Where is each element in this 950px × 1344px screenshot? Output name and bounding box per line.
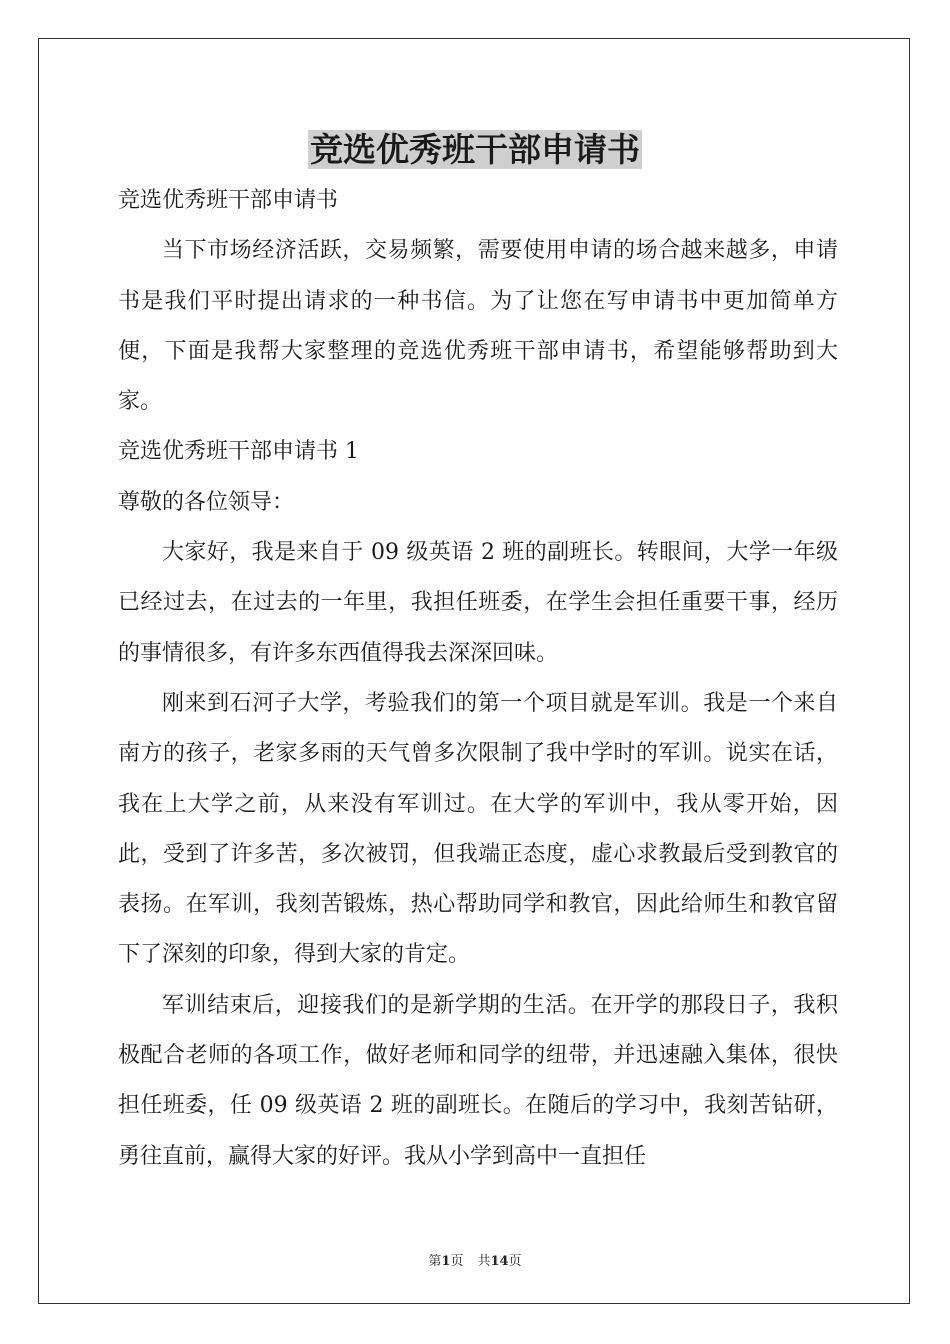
total-prefix: 共 <box>477 1254 491 1269</box>
page-suffix: 页 <box>450 1254 464 1269</box>
page-footer <box>0 1250 950 1269</box>
page-number: 1 <box>441 1254 451 1269</box>
section-heading: 竞选优秀班干部申请书 1 <box>118 439 359 465</box>
page-prefix: 第 <box>428 1254 442 1269</box>
document-title-text: 竞选优秀班干部申请书 <box>310 130 640 169</box>
salutation-paragraph: 尊敬的各位领导： <box>118 489 295 515</box>
body-paragraph: 刚来到石河子大学，考验我们的第一个项目就是军训。我是一个来自南方的孩子，老家多雨的天气曾多次限制了我中学时的军训。说实在话，我在上大学之前，从来没有军训过。在大学的军训中，我从零开始，因此，受到了许多苦，多次被罚，但我端正态度，虚心求教最后受到教官的表扬。在军训，我刻苦锻炼，热心帮助同学和教官，因此给师生和教官留下了深刻的印象，得到大家的肯定。 <box>118 690 838 968</box>
intro-paragraph: 当下市场经济活跃，交易频繁，需要使用申请的场合越来越多，申请书是我们平时提出请求的一种书信。为了让您在写申请书中更加简单方便，下面是我帮大家整理的竞选优秀班干部申请书，希望能够帮助到大家。 <box>118 238 838 415</box>
body-paragraph: 大家好，我是来自于 09 级英语 2 班的副班长。转眼间，大学一年级已经过去，在过去的一年里，我担任班委，在学生会担任重要干事，经历的事情很多，有许多东西值得我去深深回味。 <box>118 540 838 666</box>
total-pages: 14 <box>490 1254 509 1269</box>
document-title <box>0 126 950 174</box>
body-paragraph: 军训结束后，迎接我们的是新学期的生活。在开学的那段日子，我积极配合老师的各项工作，做好老师和同学的纽带，并迅速融入集体，很快担任班委，任 09 级英语 2 班的副班长。在随后的学习中，我刻苦钻研，勇往直前，赢得大家的好评。我从小学到高中一直担任 <box>118 992 838 1169</box>
total-suffix: 页 <box>508 1254 522 1269</box>
subtitle-paragraph: 竞选优秀班干部申请书 <box>118 188 339 213</box>
document-body <box>118 176 838 1182</box>
